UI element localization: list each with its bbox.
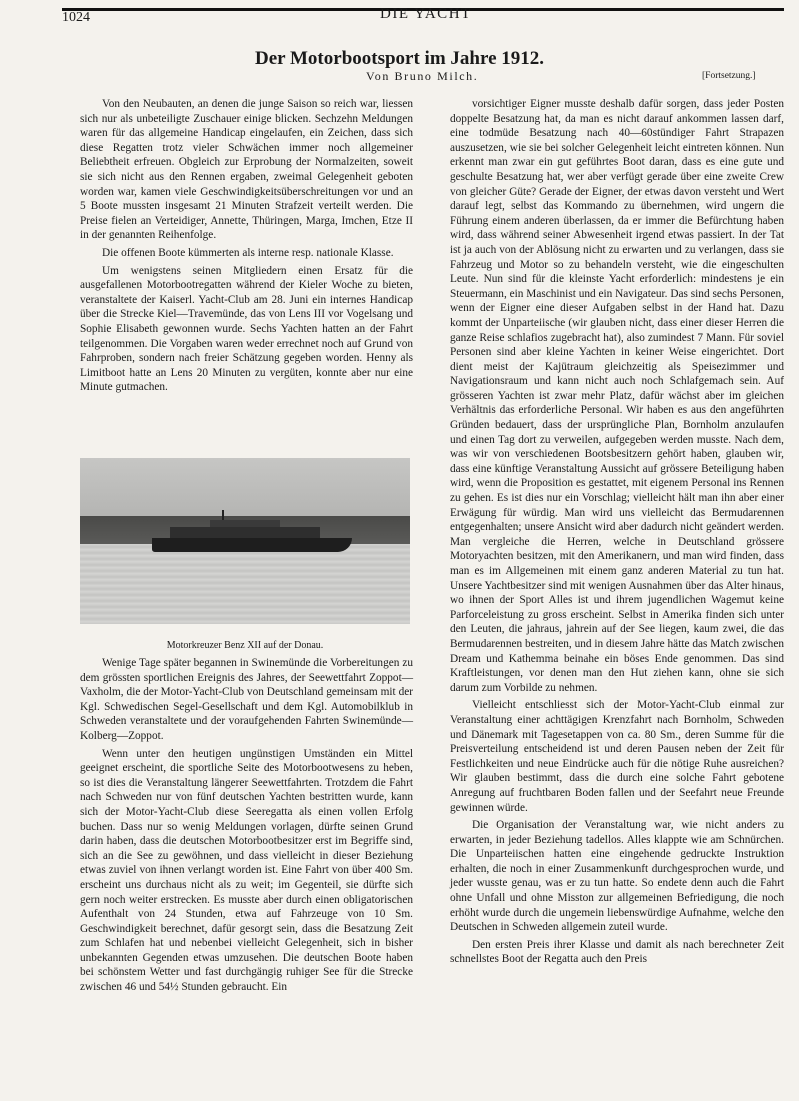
left-column-top (80, 97, 413, 395)
paragraph: Wenn unter den heutigen ungünstigen Umständen ein Mittel geeignet erscheint, die sportliche Seite des Motorbootwesens zu heben, so ist dies die Veranstaltung längerer Seewettfahrten. Trotzdem die Fahrt nach Schweden nur von fünf deutschen Yachten bestritten wurde, kann sich der Motor-Yacht-Club diese Seeregatta als einen vollen Erfolg buchen. Dass nur so wenig Meldungen vorlagen, dürfte seinen Grund darin haben, dass die deutschen Motorbootbesitzer erst im Begriffe sind, sich an die See zu gewöhnen, und dass vielleicht in dieser Beziehung etwas zuviel von ihnen verlangt worden ist. Eine Fahrt von über 400 Sm. erscheint uns durchaus nicht als zu weit; im Gegenteil, sie dürfte sich gern noch weiter erstrecken. Es musste aber durch einen obligatorischen Aufenthalt von 24 Stunden, etwa auf Fahrzeuge von 10 Sm. Geschwindigkeit berechnet, dafür gesorgt sein, dass die Besatzung Zeit zum Schlafen hat und nebenbei vielleicht Gelegenheit, sich in bisher unbekannten Gegenden etwas umzusehen. Die deutschen Boote haben bei schönstem Wetter und fast durchgängig ruhiger See für die Strecke zwischen 46 und 54½ Stunden gebraucht. Ein (80, 747, 413, 994)
page-number: 1024 (62, 10, 90, 25)
paragraph: vorsichtiger Eigner musste deshalb dafür sorgen, dass jeder Posten doppelte Besatzung hat, da man es nicht darauf ankommen lassen darf, eine todmüde Besatzung nach 40—60stündiger Fahrt Strapazen auszusetzen, wie sie bei solcher Gelegenheit leicht eintreten können. Nun erkennt man zwar ein gut geführtes Boot daran, dass es eine gute und geschulte Besatzung hat, wer aber verfügt gerade über eine zweite Crew von gleicher Güte? Gerade der Eigner, der etwas davon versteht und Wert darauf legt, selbst das Kommando zu übernehmen, wird ungern die Führung einem anderen überlassen, da er immer die Befürchtung haben wird, dass während seiner Abwesenheit irgend etwas passiert. In der Tat ist ja auch von der Ablösung nicht zu erwarten und zu verlangen, dass sie Fahrzeug und Motor so zu behandeln versteht, wie die eingeschulten Leute. Nun sind für die kleinste Yacht erforderlich: mindestens je ein Steuermann, ein Maschinist und ein Navigateur. Das sind sechs Personen, wenn der Eigner eine dieser Aufgaben selbst in der Hand hat. Dazu kommt der Unparteiische (wir glauben nicht, dass einer dieser Herren die ganze Reise schlafios zugebracht hat), also zumindest 7 Mann. Für soviel Personen sind aber kleine Yachten in keiner Weise eingerichtet. Dort dient meist der Kajütraum gleichzeitig als Speisezimmer und Navigationsraum und kann nicht auch noch Schlafgemach sein. Auf grösseren Yachten ist zwar mehr Platz, dafür wächst aber im gleichen Verhältnis das erforderliche Personal. Wir haben es aus den angeführten Gründen bedauert, dass der ursprüngliche Plan, Bornholm anzulaufen und einen Tag dort zu verweilen, aufgegeben werden musste. Nach dem, was wir von verschiedenen Bootsbesitzern gehört haben, glauben wir, dass eine künftige Veranstaltung Aussicht auf grössere Beteiligung haben wird, wenn die Proposition es gestattet, mit eigenem Personal ins Rennen zu gehen. Es ist dies nur ein Vorschlag; vielleicht hält man ihn aber einer Erwägung für würdig. Man wird uns vielleicht das Bermudarennen entgegenhalten; unsere Ansicht wird aber dadurch nicht geändert werden. Man vergleiche die Herren, welche in Deutschland grössere Motoryachten besitzen, mit den Amerikanern, und man wird finden, dass man es im Allgemeinen mit einem ganz anderen Material zu tun hat. Unsere Yachtbesitzer sind mit wenigen Ausnahmen über das Alter hinaus, wo ihnen der Sport Alles ist und ihrem jugendlichen Wagemut keine Parforceleistung zu gross erscheint. Selbst in Amerika finden sich unter den Leuten, die jahraus, jahrein auf der See liegen, kaum zwei, die das Bermudarennen bestreiten, und in diesem Jahre hätte das Match zwischen Dream und Kathemma beinahe ein böses Ende genommen. Das sind Kraftleistungen, vor denen man den Hut ziehen kann, ohne sie sich darum zum Vorbilde zu nehmen. (450, 98, 784, 694)
photo-water (80, 544, 410, 624)
article-title: Der Motorbootsport im Jahre 1912. (255, 48, 544, 69)
photo-sky (80, 458, 410, 518)
paragraph: Vielleicht entschliesst sich der Motor-Yacht-Club einmal zur Veranstaltung einer achttägigen Krenzfahrt nach Bornholm, Schweden und Dänemark mit Tagesetappen von ca. 80 Sm., deren Summe für die Preisverteilung entscheidend ist und deren Pausen neben der Zeit für Festlichkeiten und neue Eindrücke auch für die nötige Ruhe ausreichen? Wir glauben bestimmt, dass die durch eine solche Fahrt gebotene Anregung auf fruchtbaren Boden fallen und der Seefahrt neue Freunde gewinnen würde. (450, 699, 784, 814)
boat-photo (80, 458, 410, 624)
left-column-bottom (80, 656, 413, 995)
photo-caption: Motorkreuzer Benz XII auf der Donau. (166, 640, 324, 651)
continuation-note: [Fortsetzung.] (702, 71, 756, 81)
paragraph: Um wenigstens seinen Mitgliedern einen Ersatz für die ausgefallenen Motorbootregatten während der Kieler Woche zu bieten, veranstaltete der Kaiserl. Yacht-Club am 28. Juni ein internes Handicap über die Strecke Kiel—Travemünde, das von Lens III vor Vogelsang und Sophie Elisabeth gewonnen wurde. Sechs Yachten hatten an der Fahrt teilgenommen. Die Vorgaben waren weder errechnet noch auf Grund von Fahrproben, sondern nach freier Schätzung gegeben worden. Henny als Limitboot hatte an Lens 20 Minuten zu vergüten, konnte aber nur eine Minute gutmachen. (80, 264, 413, 394)
paragraph: Von den Neubauten, an denen die junge Saison so reich war, liessen sich nur als unbeteiligte Zuschauer einige blicken. Sechzehn Meldungen waren für das allgemeine Handicap eingelaufen, ein Zeichen, dass sich diese Regatten trotz vieler Schwächen immer noch allgemeiner Beliebtheit erfreuen. Obgleich zur Erprobung der Normalzeiten, soweit sie sich nicht aus den Rennen ergaben, zweimal Gelegenheit geboten worden war, kamen viele Geschwindigkeitsüberschreitungen vor und an 5 Boote mussten insgesamt 21 Minuten Strafzeit verteilt werden. Die Preise fielen an Verteidiger, Annette, Thüringen, Marga, Imchen, Etze II in der genannten Reihenfolge. (80, 98, 413, 242)
running-title: DIE YACHT (380, 6, 472, 22)
paragraph: Die Organisation der Veranstaltung war, wie nicht anders zu erwarten, in jeder Beziehung tadellos. Alles klappte wie am Schnürchen. Die Unparteiischen hatten eine eingehende gedruckte Instruktion erhalten, die noch in einer Zusammenkunft durchgesprochen wurde, und jeder wusste genau, was er zu tun hatte. So endete denn auch die Fahrt ohne Unfall und ohne Misston zur allgemeinen Befriedigung, die noch erhöht wurde durch die ungemein liebenswürdige Aufnahme, welche den Deutschen in Schweden allgemein zuteil wurde. (450, 819, 784, 934)
paragraph: Die offenen Boote kümmerten als interne resp. nationale Klasse. (102, 246, 394, 259)
article-byline: Von Bruno Milch. (366, 69, 479, 83)
boat-hull (152, 538, 352, 552)
right-column (450, 97, 784, 967)
paragraph: Den ersten Preis ihrer Klasse und damit als nach berechneter Zeit schnellstes Boot der Regatta auch den Preis (450, 938, 784, 966)
paragraph: Wenige Tage später begannen in Swinemünde die Vorbereitungen zu dem grössten sportlichen Ereignis des Jahres, der Seewettfahrt Zoppot—Vaxholm, die der Motor-Yacht-Club von Deutschland gemeinsam mit der Kgl. Schwedischen Segel-Gesellschaft und dem Kgl. Automobilklub in Schweden veranstaltete und der voraufgehenden Fahrten Swinemünde—Kolberg—Zoppot. (80, 657, 413, 742)
